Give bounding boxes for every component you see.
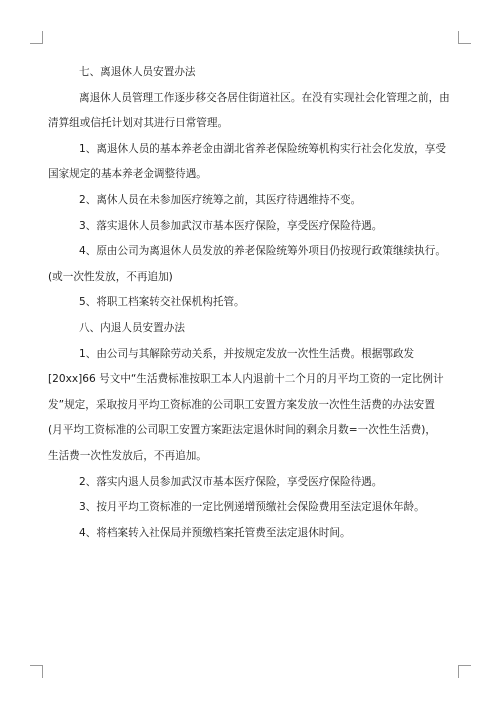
text-line: 2、离休人员在未参加医疗统筹之前，其医疗待遇维持不变。 — [79, 193, 362, 206]
text-line: 国家规定的基本养老金调整待遇。 — [48, 168, 207, 181]
crop-mark-bottom-right — [458, 665, 471, 678]
text-line: 八、内退人员安置办法 — [79, 321, 185, 334]
text-line: 清算组或信托计划对其进行日常管理。 — [48, 117, 229, 130]
text-line: 3、落实退休人员参加武汉市基本医疗保险，享受医疗保险待遇。 — [79, 219, 383, 232]
crop-mark-top-right — [458, 31, 471, 44]
crop-mark-bottom-left — [30, 665, 43, 678]
crop-mark-top-left — [30, 31, 43, 44]
text-line: 4、将档案转入社保局并预缴档案托管费至法定退休时间。 — [79, 526, 351, 539]
text-line: (或一次性发放，不再追加) — [48, 270, 173, 283]
text-line: 1、离退休人员的基本养老金由湖北省养老保险统筹机构实行社会化发放，享受 — [79, 142, 446, 155]
text-line: 2、落实内退人员参加武汉市基本医疗保险，享受医疗保险待遇。 — [79, 475, 383, 488]
text-line: [20xx]66 号文中“生活费标准按职工本人内退前十二个月的月平均工资的一定比例计 — [48, 373, 444, 386]
text-line: 4、原由公司为离退休人员发放的养老保险统筹外项目仍按现行政策继续执行。 — [79, 245, 446, 258]
text-line: 3、按月平均工资标准的一定比例递增预缴社会保险费用至法定退休年龄。 — [79, 501, 425, 514]
text-line: 1、由公司与其解除劳动关系，并按规定发放一次性生活费。根据鄂政发 — [79, 347, 415, 360]
text-line: 七、离退休人员安置办法 — [79, 66, 196, 78]
text-line: (月平均工资标准的公司职工安置方案距法定退休时间的剩余月数=一次性生活费)， — [48, 424, 436, 437]
text-line: 发”规定，采取按月平均工资标准的公司职工安置方案发放一次性生活费的办法安置 — [48, 398, 435, 411]
text-line: 5、将职工档案转交社保机构托管。 — [79, 296, 245, 309]
document-body — [48, 60, 452, 546]
text-line: 离退休人员管理工作逐步移交各居住街道社区。在没有实现社会化管理之前，由 — [79, 91, 450, 104]
text-line: 生活费一次性发放后，不再追加。 — [48, 449, 207, 462]
